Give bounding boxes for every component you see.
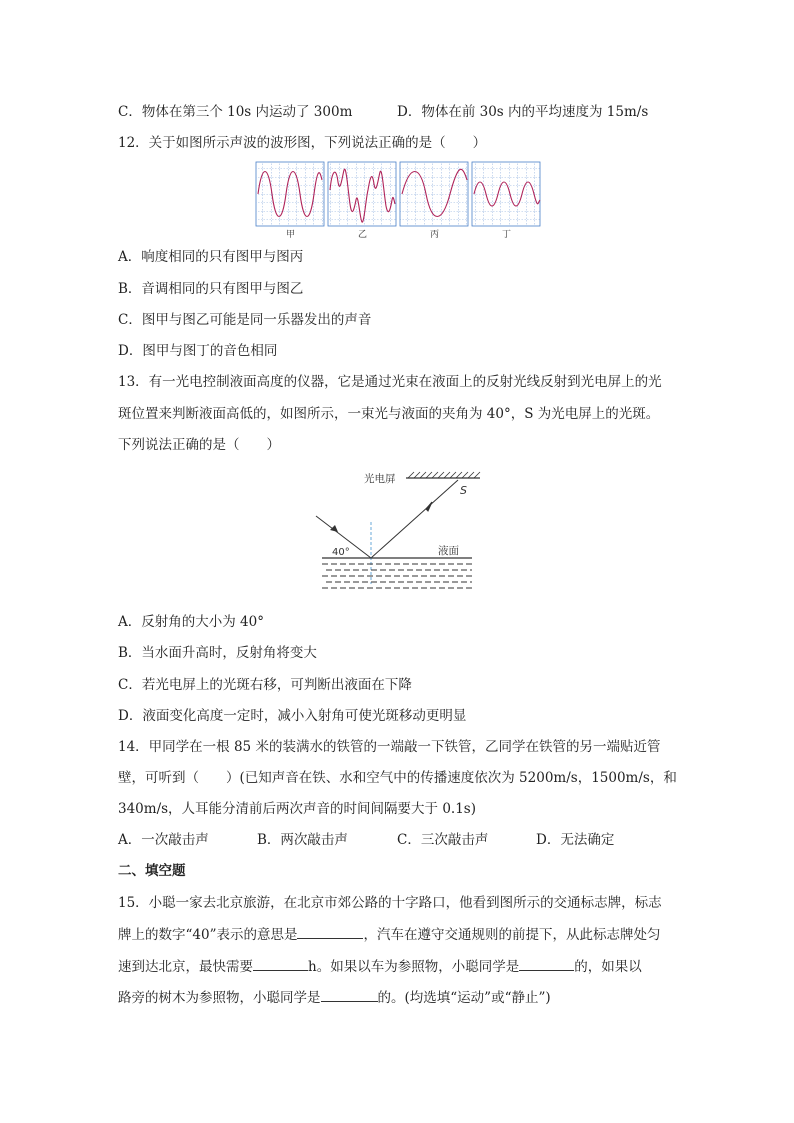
q15-line4-text-a: 路旁的树木为参照物，小聪同学是 xyxy=(118,990,321,1006)
q13-option-a: A．反射角的大小为 40° xyxy=(118,614,264,630)
q14-option-c: C．三次敲击声 xyxy=(397,832,489,848)
q12-option-a: A．响度相同的只有图甲与图丙 xyxy=(118,249,304,265)
screen-label: 光电屏 xyxy=(364,473,396,485)
wave-label-bing: 丙 xyxy=(430,230,440,240)
q15-line3-text-b: h。如果以车为参照物，小聪同学是 xyxy=(308,959,520,975)
q15-blank-3[interactable] xyxy=(519,956,574,971)
q11-option-d: D．物体在前 30s 内的平均速度为 15m/s xyxy=(397,104,649,120)
q14-option-b: B．两次敲击声 xyxy=(257,832,348,848)
waveform-panel-bing xyxy=(400,162,468,226)
q14-stem-line2: 壁，可听到（ ）(已知声音在铁、水和空气中的传播速度依次为 5200m/s，1500m/s，和 xyxy=(118,770,677,786)
q13-option-c: C．若光电屏上的光斑右移，可判断出液面在下降 xyxy=(118,677,412,693)
q11-option-c: C．物体在第三个 10s 内运动了 300m xyxy=(118,104,353,120)
reflection-diagram xyxy=(308,466,488,596)
wave-label-ding: 丁 xyxy=(502,230,512,240)
q15-line4-text-b: 的。(均选填“运动”或“静止”) xyxy=(377,990,551,1006)
section-heading: 二、填空题 xyxy=(118,863,186,879)
q12-option-d: D．图甲与图丁的音色相同 xyxy=(118,343,278,359)
q15-line2-text-b: ，汽车在遵守交通规则的前提下，从此标志牌处匀 xyxy=(363,927,661,943)
q14-stem-line3: 340m/s，人耳能分清前后两次声音的时间间隔要大于 0.1s) xyxy=(118,801,476,817)
q14-stem-line1: 14．甲同学在一根 85 米的装满水的铁管的一端敲一下铁管，乙同学在铁管的另一端贴近管 xyxy=(118,739,661,755)
wave-label-yi: 乙 xyxy=(358,230,368,240)
waveform-panel-yi xyxy=(328,162,396,226)
q14-option-a: A．一次敲击声 xyxy=(118,832,209,848)
q15-line4 xyxy=(118,987,551,1008)
q12-option-b: B．音调相同的只有图甲与图乙 xyxy=(118,281,304,297)
q15-line3-text-c: 的，如果以 xyxy=(574,959,642,975)
spot-label: S xyxy=(460,484,467,497)
waveform-panel-jia xyxy=(256,162,324,226)
sound-waveform-figure xyxy=(254,160,544,240)
q13-option-d: D．液面变化高度一定时，减小入射角可使光斑移动更明显 xyxy=(118,708,467,724)
liquid-label: 液面 xyxy=(438,545,459,557)
waveform-panel-ding xyxy=(472,162,540,226)
q13-option-b: B．当水面升高时，反射角将变大 xyxy=(118,645,317,661)
angle-label: 40° xyxy=(332,547,350,558)
q12-stem: 12．关于如图所示声波的波形图，下列说法正确的是（ ） xyxy=(118,135,487,151)
q12-option-c: C．图甲与图乙可能是同一乐器发出的声音 xyxy=(118,312,372,328)
q13-stem-line2: 斑位置来判断液面高低的，如图所示，一束光与液面的夹角为 40°，S 为光电屏上的光斑。 xyxy=(118,406,660,422)
q13-stem-line3: 下列说法正确的是（ ） xyxy=(118,437,280,453)
q15-line1: 15．小聪一家去北京旅游，在北京市郊公路的十字路口，他看到图所示的交通标志牌，标志 xyxy=(118,895,662,911)
q15-blank-2[interactable] xyxy=(253,956,308,971)
q15-line2-text-a: 牌上的数字“40”表示的意思是 xyxy=(118,927,298,943)
q15-line2 xyxy=(118,924,660,945)
q15-blank-1[interactable] xyxy=(297,924,363,939)
q14-option-d: D．无法确定 xyxy=(536,832,615,848)
wave-label-jia: 甲 xyxy=(286,230,296,240)
q15-line3 xyxy=(118,956,642,977)
q15-line3-text-a: 速到达北京，最快需要 xyxy=(118,959,253,975)
q15-blank-4[interactable] xyxy=(321,987,378,1002)
q13-stem-line1: 13．有一光电控制液面高度的仪器，它是通过光束在液面上的反射光线反射到光电屏上的光 xyxy=(118,374,662,390)
